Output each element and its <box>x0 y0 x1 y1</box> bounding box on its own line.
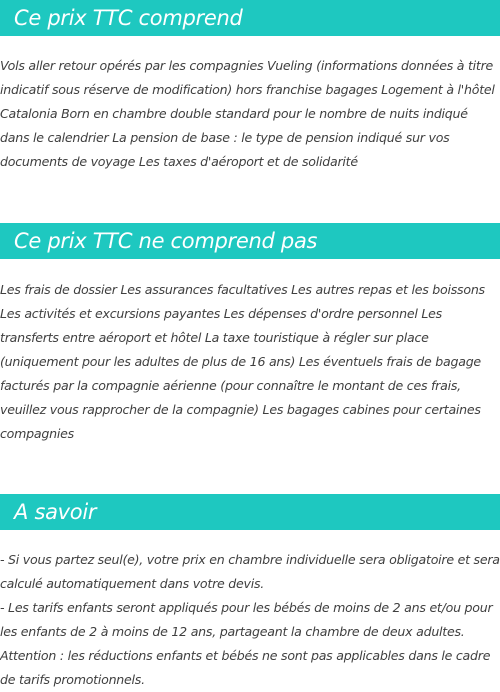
section-header-includes <box>0 0 500 36</box>
section-body-good-to-know <box>0 548 500 692</box>
section-header-good-to-know <box>0 494 500 530</box>
section-paragraph: - Si vous partez seul(e), votre prix en chambre individuelle sera obligatoire et sera calculé automatiquement dans votre devis. <box>0 552 500 591</box>
section-title: Ce prix TTC comprend <box>14 6 243 30</box>
section-paragraph: - Les tarifs enfants seront appliqués pour les bébés de moins de 2 ans et/ou pour les enfants de 2 à moins de 12 ans, partageant la chambre de deux adultes. Attention : les réductions enfants et bébés ne sont pas applicables dans le cadre de tarifs promotionnels. <box>0 600 493 687</box>
section-title: A savoir <box>14 500 97 524</box>
section-body-excludes <box>0 278 500 446</box>
section-title: Ce prix TTC ne comprend pas <box>14 229 318 253</box>
section-paragraph: Vols aller retour opérés par les compagnies Vueling (informations données à titre indicatif sous réserve de modification) hors franchise bagages Logement à l'hôtel Catalonia Born en chambre double standard pour le nombre de nuits indiqué dans le calendrier La pension de base : le type de pension indiqué sur vos documents de voyage Les taxes d'aéroport et de solidarité <box>0 58 495 169</box>
section-paragraph: Les frais de dossier Les assurances facultatives Les autres repas et les boissons Les activités et excursions payantes Les dépenses d'ordre personnel Les transferts entre aéroport et hôtel La taxe touristique à régler sur place (uniquement pour les adultes de plus de 16 ans) Les éventuels frais de bagage facturés par la compagnie aérienne (pour connaître le montant de ces frais, veuillez vous rapprocher de la compagnie) Les bagages cabines pour certaines compagnies <box>0 282 485 441</box>
section-body-includes <box>0 54 500 174</box>
section-header-excludes <box>0 223 500 259</box>
